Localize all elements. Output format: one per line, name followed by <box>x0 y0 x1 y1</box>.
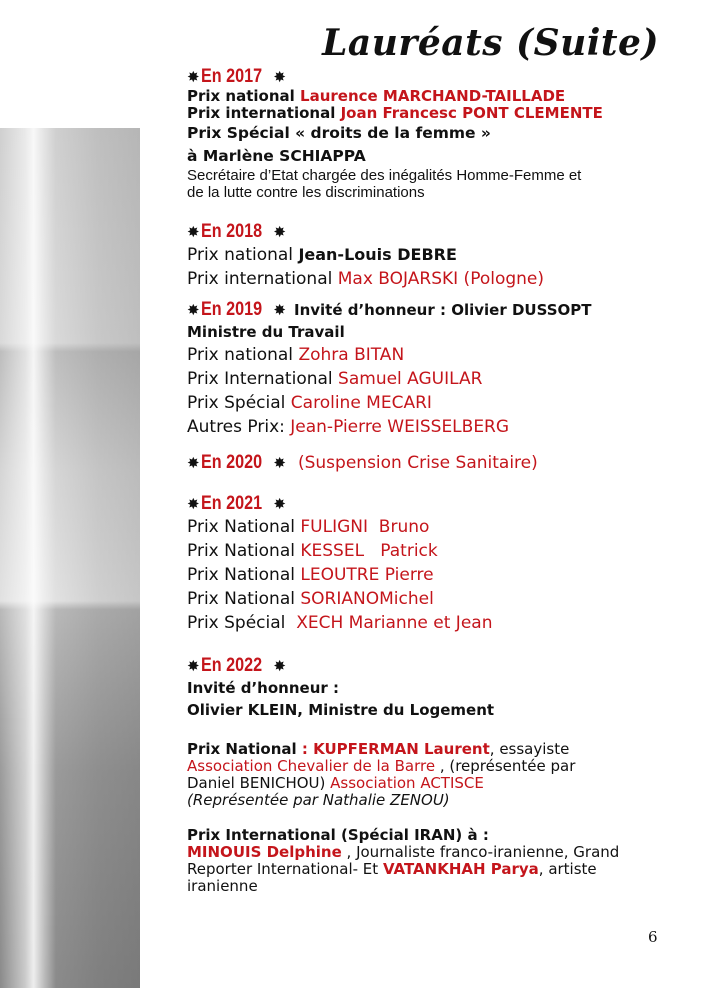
year-heading-2017: ✸ En 2017 ✸ <box>187 66 286 87</box>
star-icon: ✸ <box>187 656 200 675</box>
prize-line: MINOUIS Delphine , Journaliste franco-iranienne, Grand <box>187 843 620 861</box>
prize-line: Prix national Zohra BITAN <box>187 345 405 365</box>
suspension-note: (Suspension Crise Sanitaire) <box>297 453 538 473</box>
year-heading-2018: ✸ En 2018 ✸ <box>187 221 286 242</box>
prize-line: Daniel BENICHOU) Association ACTISCE <box>187 774 484 792</box>
year-heading-2019: ✸ En 2019 ✸ Invité d’honneur : Olivier DUSSOPT <box>187 299 592 320</box>
page-number: 6 <box>648 928 658 946</box>
star-icon: ✸ <box>273 300 286 319</box>
star-icon: ✸ <box>273 494 286 513</box>
guest-title: Ministre du Travail <box>187 323 345 341</box>
year-heading-2020: ✸ En 2020 ✸ (Suspension Crise Sanitaire) <box>187 452 538 473</box>
prize-line: Prix International Samuel AGUILAR <box>187 369 483 389</box>
year-heading-2021: ✸ En 2021 ✸ <box>187 493 286 514</box>
international-prize-heading: Prix International (Spécial IRAN) à : <box>187 826 489 844</box>
prize-line: Prix National LEOUTRE Pierre <box>187 565 434 585</box>
special-prize-line: Prix Spécial « droits de la femme » <box>187 124 491 142</box>
guest-of-honor: Invité d’honneur : <box>187 679 339 697</box>
star-icon: ✸ <box>273 453 286 472</box>
star-icon: ✸ <box>273 656 286 675</box>
prize-line: Prix Spécial Caroline MECARI <box>187 393 432 413</box>
prize-line: iranienne <box>187 877 258 895</box>
guest-of-honor: Invité d’honneur : Olivier DUSSOPT <box>293 301 592 319</box>
prize-line: Autres Prix: Jean-Pierre WEISSELBERG <box>187 417 510 437</box>
guest-title: Olivier KLEIN, Ministre du Logement <box>187 701 495 719</box>
decorative-column-image <box>0 128 140 988</box>
prize-line: Prix National : KUPFERMAN Laurent, essayiste <box>187 740 570 758</box>
star-icon: ✸ <box>187 494 200 513</box>
prize-line: Prix National FULIGNI Bruno <box>187 517 430 537</box>
prize-line: Prix National KESSEL Patrick <box>187 541 438 561</box>
prize-line: Prix national Laurence MARCHAND-TAILLADE <box>187 87 566 105</box>
prize-note: (Représentée par Nathalie ZENOU) <box>187 791 450 809</box>
prize-line: Prix international Max BOJARSKI (Pologne) <box>187 269 545 289</box>
special-prize-recipient: à Marlène SCHIAPPA <box>187 147 366 165</box>
star-icon: ✸ <box>187 222 200 241</box>
page-title: Lauréats (Suite) <box>322 22 659 64</box>
star-icon: ✸ <box>187 300 200 319</box>
prize-line: Prix Spécial XECH Marianne et Jean <box>187 613 493 633</box>
year-heading-2022: ✸ En 2022 ✸ <box>187 655 286 676</box>
star-icon: ✸ <box>187 453 200 472</box>
description-line: Secrétaire d’Etat chargée des inégalités Homme-Femme et <box>187 167 582 184</box>
laureates-list <box>187 66 667 895</box>
prize-line: Prix National SORIANOMichel <box>187 589 434 609</box>
star-icon: ✸ <box>187 67 200 86</box>
star-icon: ✸ <box>273 222 286 241</box>
prize-line: Prix international Joan Francesc PONT CLEMENTE <box>187 104 603 122</box>
prize-line: Association Chevalier de la Barre , (représentée par <box>187 757 576 775</box>
prize-line: Prix national Jean-Louis DEBRE <box>187 245 457 265</box>
description-line: de la lutte contre les discriminations <box>187 184 425 201</box>
prize-line: Reporter International- Et VATANKHAH Parya, artiste <box>187 860 597 878</box>
star-icon: ✸ <box>273 67 286 86</box>
